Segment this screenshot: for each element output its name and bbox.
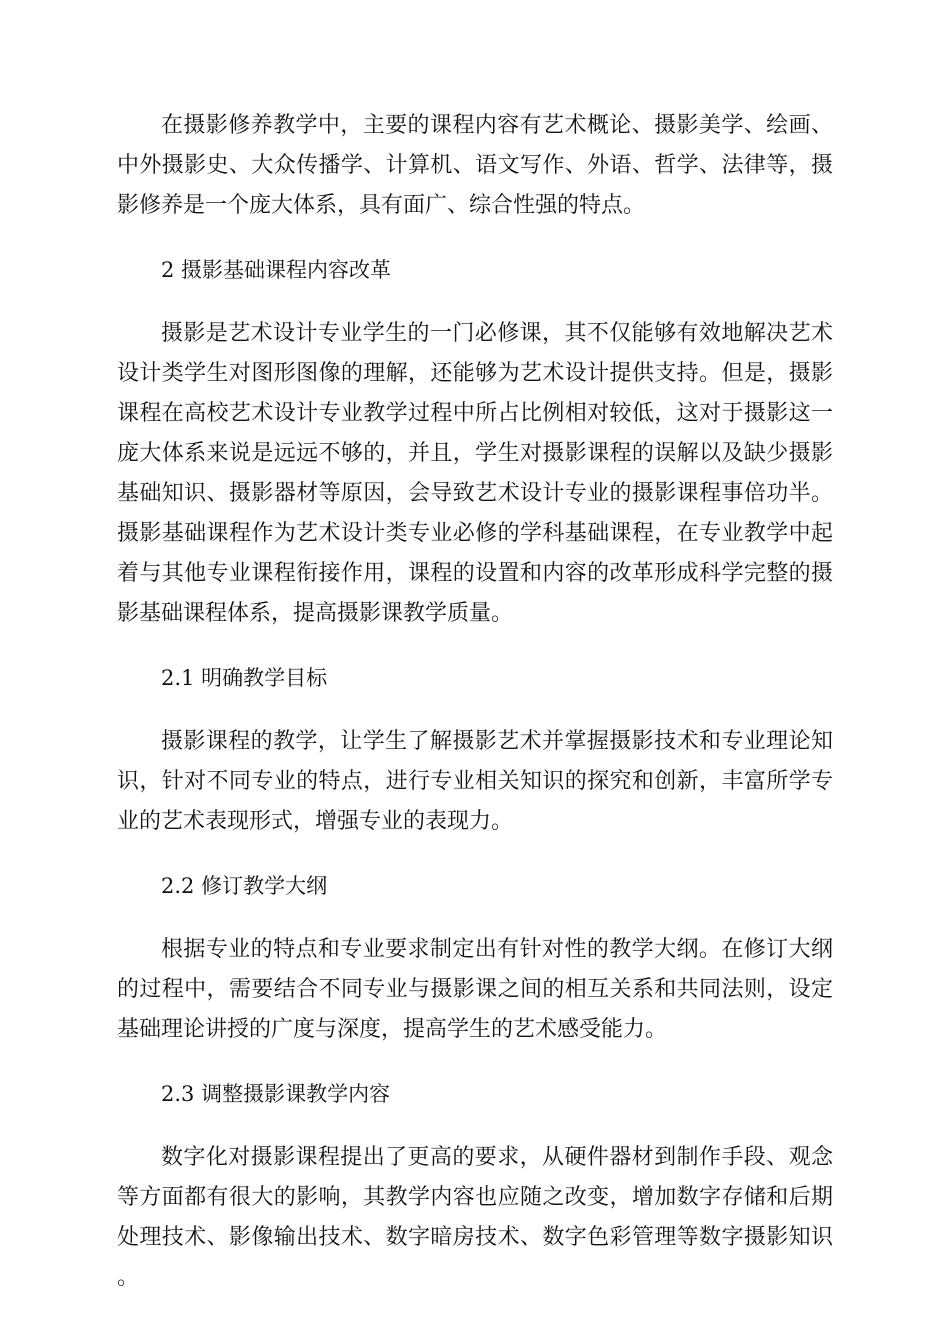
section-heading-2-2: 2.2 修订教学大纲	[161, 874, 328, 898]
paragraph-photography-literacy: 在摄影修养教学中，主要的课程内容有艺术概论、摄影美学、绘画、中外摄影史、大众传播学、计算机、语文写作、外语、哲学、法律等，摄影修养是一个庞大体系，具有面广、综合性强的特点。	[117, 113, 833, 218]
paragraph-teaching-goals: 摄影课程的教学，让学生了解摄影艺术并掌握摄影技术和专业理论知识，针对不同专业的特点，进行专业相关知识的探究和创新，丰富所学专业的艺术表现形式，增强专业的表现力。	[117, 729, 833, 834]
paragraph-course-reform: 摄影是艺术设计专业学生的一门必修课，其不仅能够有效地解决艺术设计类学生对图形图像的理解，还能够为艺术设计提供支持。但是，摄影课程在高校艺术设计专业教学过程中所占比例相对较低，这对于摄影这一庞大体系来说是远远不够的，并且，学生对摄影课程的误解以及缺少摄影基础知识、摄影器材等原因，会导致艺术设计专业的摄影课程事倍功半。摄影基础课程作为艺术设计类专业必修的学科基础课程，在专业教学中起着与其他专业课程衔接作用，课程的设置和内容的改革形成科学完整的摄影基础课程体系，提高摄影课教学质量。	[117, 321, 833, 626]
paragraph-teaching-content: 数字化对摄影课程提出了更高的要求，从硬件器材到制作手段、观念等方面都有很大的影响，其教学内容也应随之改变，增加数字存储和后期处理技术、影像输出技术、数字暗房技术、数字色彩管理等数字摄影知识。	[117, 1145, 833, 1290]
section-heading-2-1: 2.1 明确教学目标	[161, 666, 328, 690]
paragraph-syllabus: 根据专业的特点和专业要求制定出有针对性的教学大纲。在修订大纲的过程中，需要结合不同专业与摄影课之间的相互关系和共同法则，设定基础理论讲授的广度与深度，提高学生的艺术感受能力。	[117, 937, 833, 1042]
section-heading-2-3: 2.3 调整摄影课教学内容	[161, 1082, 391, 1106]
document-page	[117, 106, 833, 1322]
section-heading-2: 2 摄影基础课程内容改革	[161, 258, 392, 282]
